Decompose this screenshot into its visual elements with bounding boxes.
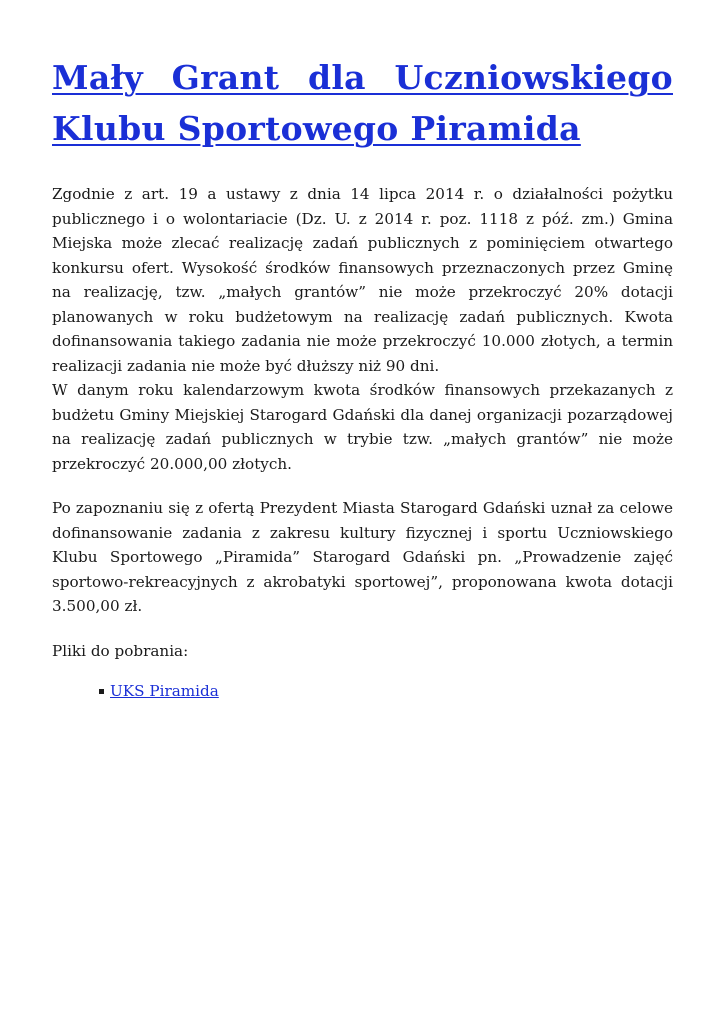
decision-paragraph: Po zapoznaniu się z ofertą Prezydent Miasta Starogard Gdański uznał za celowe dofinansowanie zadania z zakresu kultury fizycznej i sportu Uczniowskiego Klubu Sportowego „Piramida” Starogard Gdański pn. „Prowadzenie zajęć sportowo-rekreacyjnych z akrobatyki sportowej”, proponowana kwota dotacji 3.500,00 zł. <box>52 499 673 615</box>
limit-paragraph: W danym roku kalendarzowym kwota środków finansowych przekazanych z budżetu Gminy Miejskiej Starogard Gdański dla danej organizacji pozarządowej na realizację zadań publicznych w trybie tzw. „małych grantów” nie może przekroczyć 20.000,00 złotych. <box>52 381 673 473</box>
downloads-list <box>52 679 673 703</box>
intro-section <box>52 182 673 476</box>
list-item <box>99 679 673 703</box>
article <box>52 52 673 703</box>
intro-paragraph: Zgodnie z art. 19 a ustawy z dnia 14 lipca 2014 r. o działalności pożytku publicznego i o wolontariacie (Dz. U. z 2014 r. poz. 1118 z póź. zm.) Gmina Miejska może zlecać realizację zadań publicznych z pominięciem otwartego konkursu ofert. Wysokość środków finansowych przeznaczonych przez Gminę na realizację, tzw. „małych grantów” nie może przekroczyć 20% dotacji planowanych w roku budżetowym na realizację zadań publicznych. Kwota dofinansowania takiego zadania nie może przekroczyć 10.000 złotych, a termin realizacji zadania nie może być dłuższy niż 90 dni. <box>52 185 673 375</box>
downloads-label: Pliki do pobrania: <box>52 641 189 660</box>
file-link-uks-piramida[interactable]: UKS Piramida <box>110 682 219 700</box>
square-bullet-icon <box>99 689 104 694</box>
title-link[interactable]: Mały Grant dla Uczniowskiego Klubu Sportowego Piramida <box>52 58 673 148</box>
decision-section <box>52 496 673 619</box>
page-title <box>52 52 673 154</box>
